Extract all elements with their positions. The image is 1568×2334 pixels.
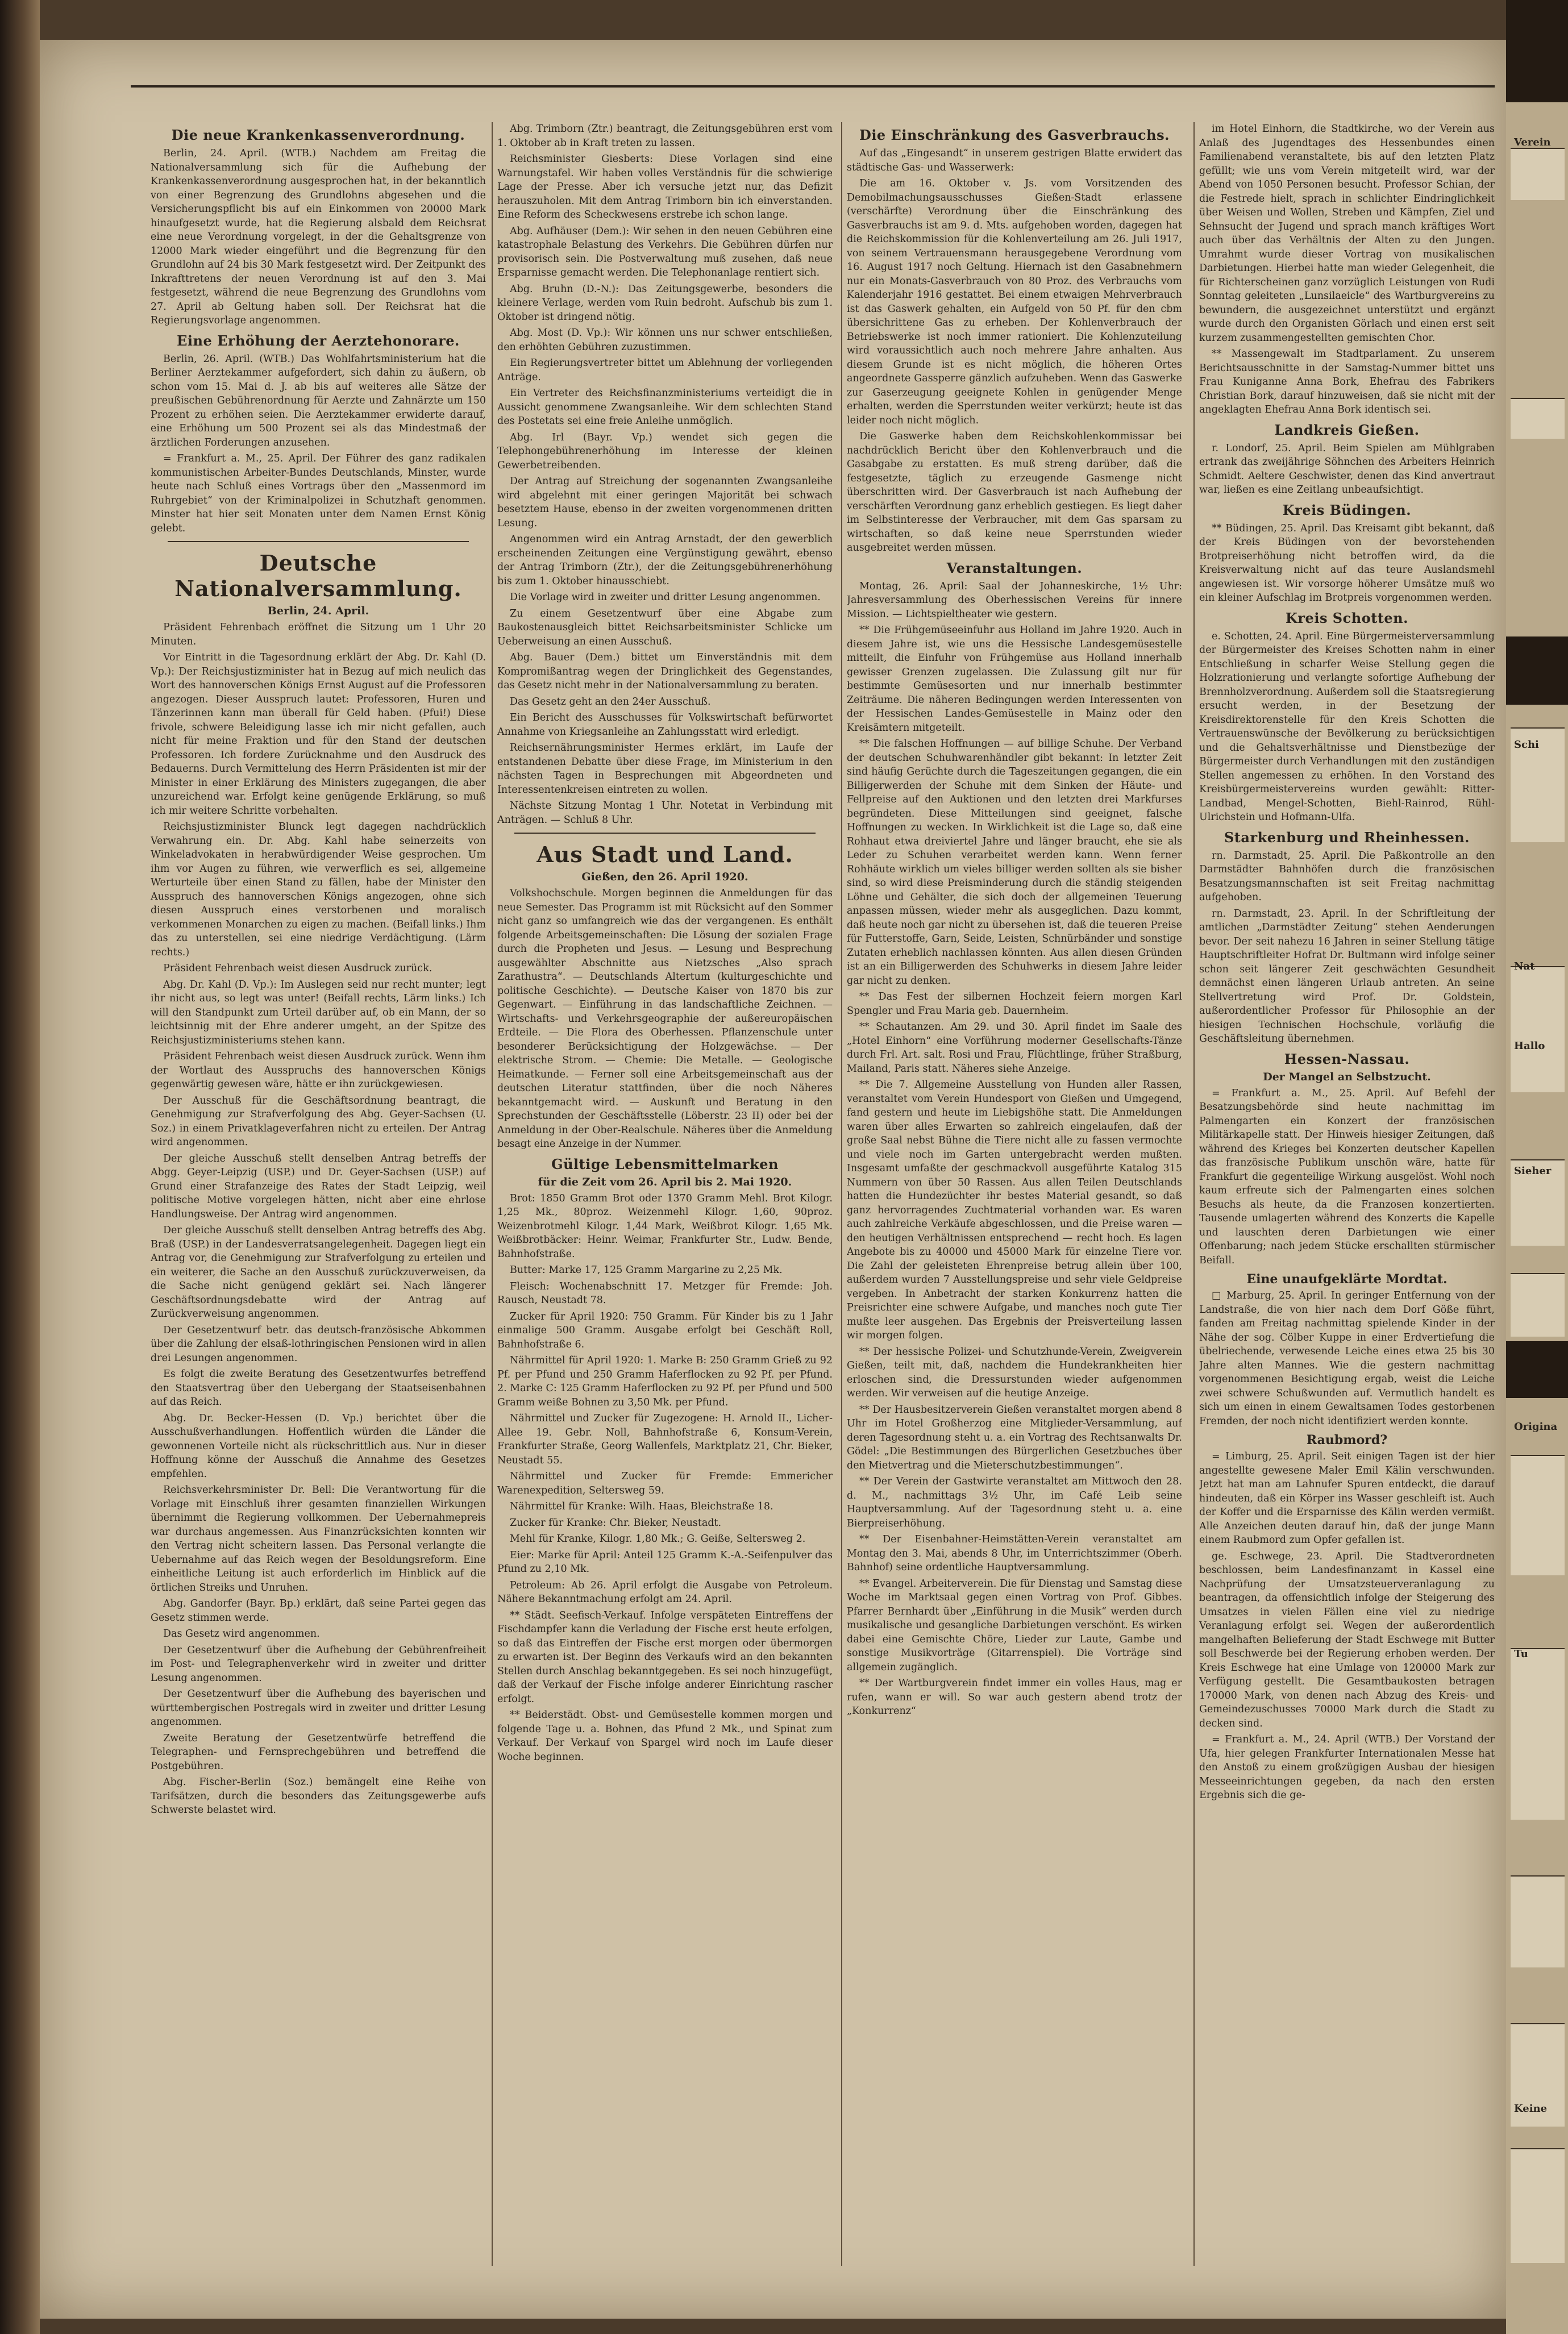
article-paragraph: Fleisch: Wochenabschnitt 17. Metzger für Fremde: Joh. Rausch, Neustadt 78. xyxy=(497,1280,833,1306)
article-heading: Aus Stadt und Land. xyxy=(536,842,793,867)
article-paragraph: Zu einem Gesetzentwurf über eine Abgabe zum Baukostenausgleich bittet Reichsarbeitsminister Schlicke um Ueberweisung an einen Ausschuß. xyxy=(497,608,833,647)
adjacent-page-edge xyxy=(1506,0,1568,2334)
article-paragraph: ** Städt. Seefisch-Verkauf. Infolge verspäteten Eintreffens der Fischdampfer kann die Verladung der Fische erst heute erfolgen, so daß das Eintreffen der Fische erst morgen oder übermorgen zu erwarten ist. Der Beginn des Verkaufs wird an den bekannten Stellen durch Anschlag bekanntgegeben. Es sei noch hinzugefügt, daß der Verkauf der Fische infolge anderer Einrichtung rascher erfolgt. xyxy=(497,1609,833,1705)
article-paragraph: ** Der Verein der Gastwirte veranstaltet am Mittwoch den 28. d. M., nachmittags 3½ Uhr, im Café Leib seine Hauptversammlung. Auf der Tagesordnung steht u. a. eine Bierpreiserhöhung. xyxy=(847,1476,1182,1529)
article xyxy=(1199,122,1495,417)
article-paragraph: Nährmittel und Zucker für Zugezogene: H. Arnold II., Licher-Allee 19. Gebr. Noll, Bahnhofstraße 6, Konsum-Verein, Frankfurter Straße, Georg Wallenfels, Marktplatz 21, Chr. Bieker, Neustadt 55. xyxy=(497,1413,833,1466)
article-heading: Die Einschränkung des Gasverbrauchs. xyxy=(859,127,1170,143)
article-paragraph: Präsident Fehrenbach weist diesen Ausdruck zurück. Wenn ihm der Wortlaut des Ausspruchs des hannoverschen Königs gegenwärtig gewesen wäre, hätte er ihn zurückgewiesen. xyxy=(151,1051,486,1090)
article-paragraph: Montag, 26. April: Saal der Johanneskirche, 1½ Uhr: Jahresversammlung des Oberhessischen Vereins für innere Mission. — Lichtspieltheater wie gestern. xyxy=(847,580,1182,620)
column-divider xyxy=(492,122,493,2266)
article-paragraph: Abg. Trimborn (Ztr.) beantragt, die Zeitungsgebühren erst vom 1. Oktober ab in Kraft treten zu lassen. xyxy=(497,123,833,149)
adjacent-page-block xyxy=(1506,0,1568,102)
article xyxy=(1199,829,1495,1046)
article-paragraph: Reichsjustizminister Blunck legt dagegen nachdrücklich Verwahrung ein. Dr. Abg. Kahl habe seinerzeits von Winkeladvokaten in herabwürdigender Weise gesprochen. Um ihm vor Augen zu führen, wie verwerflich es sei, allgemeine Werturteile über einen Stand zu fällen, habe der Minister den Ausspruch des hannoverschen Königs angezogen, ohne sich diesen Ausspruch eines verstorbenen und moralisch verkommenen Monarchen zu eigen zu machen. (Beifall links.) Ihm das zu unterstellen, sei eine niedrige Verdächtigung. (Lärm rechts.) xyxy=(151,821,486,958)
article-paragraph: Zucker für April 1920: 750 Gramm. Für Kinder bis zu 1 Jahr einmalige 500 Gramm. Ausgabe erfolgt bei Geschäft Roll, Bahnhofstraße 6. xyxy=(497,1310,833,1350)
adjacent-page-block xyxy=(1511,1875,1565,1967)
article-heading: Eine Erhöhung der Aerztehonorare. xyxy=(177,332,460,349)
article-paragraph: ** Die Frühgemüseeinfuhr aus Holland im Jahre 1920. Auch in diesem Jahre ist, wie uns die Hessische Landesgemüsestelle mitteilt, die Einfuhr von Frühgemüse aus Holland innerhalb gewisser Grenzen zugelassen. Die Zulassung gilt nur für bestimmte Gemüsesorten und nur innerhalb bestimmter Zeiträume. Die näheren Bedingungen werden Interessenten von der Hessischen Landes-Gemüsestelle in Mainz oder den Kreisämtern mitgeteilt. xyxy=(847,625,1182,734)
article-heading: Deutsche Nationalversammlung. xyxy=(174,550,462,601)
adjacent-page-fragment: Schi xyxy=(1514,739,1539,751)
article-paragraph: ** Das Fest der silbernen Hochzeit feiern morgen Karl Spengler und Frau Maria geb. Dauernheim. xyxy=(847,991,1182,1017)
adjacent-page-block xyxy=(1511,148,1565,200)
article-paragraph: Die am 16. Oktober v. Js. vom Vorsitzenden des Demobilmachungsausschusses Gießen-Stadt erlassene (verschärfte) Verordnung über die Einschränkung des Gasverbrauchs ist am 9. d. Mts. aufgehoben worden, dagegen hat die Reichskommission für die Kohlenverteilung am 26. Juli 1917, von seinem Vertrauensmann herausgegebene Verordnung vom 16. August 1917 noch Geltung. Hiernach ist den Gasabnehmern nur ein Monats-Gasverbrauch von 80 Proz. des Verbrauchs vom Kalenderjahr 1916 gestattet. Bei einem etwaigen Mehrverbrauch ist das Gaswerk gehalten, ein Aufgeld von 50 Pf. für den cbm übersichrittene Gas zu erheben. Der Kohlenverbrauch der Betriebswerke ist noch immer rationiert. Die Kohlenzuteilung wird voraussichtlich auch noch mehrere Jahre anhalten. Aus diesem Grunde ist es nicht möglich, die höheren Ortes angeordnete Gassperre gänzlich aufzuheben. Wenn das Gaswerke zur Gaserzeugung geeignete Kohlen in genügender Menge erhalten, werden die Sperrstunden weiter verkürzt; heute ist das leider noch nicht möglich. xyxy=(847,178,1182,426)
article-paragraph: Abg. Bruhn (D.-N.): Das Zeitungsgewerbe, besonders die kleinere Verlage, werden vom Ruin bedroht. Aufschub bis zum 1. Oktober ist dringend nötig. xyxy=(497,283,833,323)
subheading: für die Zeit vom 26. April bis 2. Mai 1920. xyxy=(538,1175,792,1188)
article-heading: Starkenburg und Rheinhessen. xyxy=(1224,829,1470,846)
article-paragraph: Präsident Fehrenbach eröffnet die Sitzung um 1 Uhr 20 Minuten. xyxy=(151,622,486,647)
article-paragraph: im Hotel Einhorn, die Stadtkirche, wo der Verein aus Anlaß des Jugendtages des Hessenbundes einen Familienabend veranstaltete, bis auf den letzten Platz gefüllt; wie uns vom Verein mitgeteilt wird, war der Abend von 1050 Personen besucht. Professor Schian, der die Festrede hielt, sprach in schlichter Eindringlichkeit über Weisen und Wollen, Streben und Kämpfen, Ziel und Sehnsucht der Jugend und sprach manch kräftiges Wort auch über das Verhältnis der Alten zu den Jungen. Umrahmt wurde dieser Vortrag von musikalischen Darbietungen. Hierbei hatte man wieder Gelegenheit, die für Richterscheinen ganz vorzüglich Leistungen von Rudi Sonntag geleiteten „Lunsilaeicle“ des Wartburgvereins zu bewundern, die ausgezeichnet unterstützt und ergänzt wurde durch den Organisten Görlach und einen erst seit kurzem zusammengestellten gemischten Chor. xyxy=(1199,123,1495,344)
article-paragraph: Es folgt die zweite Beratung des Gesetzentwurfes betreffend den Staatsvertrag über den Uebergang der Staatseisenbahnen auf das Reich. xyxy=(151,1368,486,1408)
article-paragraph: Reichsverkehrsminister Dr. Bell: Die Verantwortung für die Vorlage mit Einschluß ihrer gesamten finanziellen Wirkungen übernimmt die Regierung vollkommen. Der Uebernahmepreis war durchaus angemessen. Aus Finanzrücksichten konnten wir den Vertrag nicht scheitern lassen. Das Personal verlangte die Uebernahme auf das Reich wegen der Besoldungsreform. Eine einheitliche Leitung ist auch erforderlich im Hinblick auf die örtlichen Streiks und Unruhen. xyxy=(151,1484,486,1594)
article-paragraph: Ein Regierungsvertreter bittet um Ablehnung der vorliegenden Anträge. xyxy=(497,357,833,383)
adjacent-page-block xyxy=(1506,1341,1568,1398)
article-heading: Kreis Schotten. xyxy=(1286,609,1408,626)
article xyxy=(151,452,486,535)
dateline: Gießen, den 26. April 1920. xyxy=(581,871,748,883)
article-heading: Veranstaltungen. xyxy=(946,559,1083,576)
article-heading: Hessen-Nassau. xyxy=(1284,1050,1410,1067)
dateline: Berlin, 24. April. xyxy=(267,605,369,617)
adjacent-page-fragment: Keine xyxy=(1514,2103,1548,2115)
article-paragraph: Der Gesetzentwurf über die Aufhebung der Gebührenfreiheit im Post- und Telegraphenverkehr wird in zweiter und dritter Lesung angenommen. xyxy=(151,1644,486,1684)
adjacent-page-block xyxy=(1511,1273,1565,1337)
article-subheading: Eine unaufgeklärte Mordtat. xyxy=(1246,1272,1448,1287)
article xyxy=(497,833,833,1151)
article-paragraph: e. Schotten, 24. April. Eine Bürgermeisterversammlung der Bürgermeister des Kreises Schotten nahm in einer Entschließung in scharfer Weise Stellung gegen die Holzrationierung und verlangte sofortige Aufhebung der Brennholzverordnung. Außerdem soll die Staatsregierung ersucht werden, in der Besetzung der Kreisdirektorenstelle für den Kreis Schotten die Vertrauenswünsche der Bevölkerung zu berücksichtigen und die Gehaltsverhältnisse und Dienstbezüge der Bürgermeister durch Verhandlungen mit den zuständigen Stellen angemessen zu erhöhen. In den Vorstand des Kreisbürgermeistervereins wurden gewählt: Ritter-Landbad, Mengel-Schotten, Biehl-Rainrod, Rühl-Ulrichstein und Hofmann-Ulfa. xyxy=(1199,630,1495,823)
article-paragraph: Butter: Marke 17, 125 Gramm Margarine zu 2,25 Mk. xyxy=(510,1264,783,1276)
article-paragraph: Abg. Dr. Kahl (D. Vp.): Im Auslegen seid nur recht munter; legt ihr nicht aus, so legt was unter! (Beifall rechts, Lärm links.) Ich will den Standpunkt zum Urteil darüber auf, ob ein Mann, der so leichtsinnig mit der Ehre anderer umgeht, an der Spitze des Reichsjustizministeriums stehen kann. xyxy=(151,979,486,1046)
article xyxy=(497,122,833,827)
article-heading: Die neue Krankenkassenverordnung. xyxy=(171,127,465,143)
article-paragraph: Nährmittel und Zucker für Fremde: Emmericher Warenexpedition, Seltersweg 59. xyxy=(497,1471,833,1496)
article xyxy=(1199,502,1495,605)
article-paragraph: Der gleiche Ausschuß stellt denselben Antrag betreffs der Abgg. Geyer-Leipzig (USP.) und Dr. Geyer-Sachsen (USP.) auf Grund einer Strafanzeige des Rates der Stadt Leipzig, weil politische Motive vorgelegen hätten, nicht aber eine ehrlose Handlungsweise. Der Antrag wird angenommen. xyxy=(151,1153,486,1220)
column-divider xyxy=(841,122,842,2266)
article-paragraph: Angenommen wird ein Antrag Arnstadt, der den gewerblich erscheinenden Zeitungen eine Vergünstigung gewährt, ebenso der Antrag Trimborn (Ztr.), der die Zeitungsgebührenerhöhung bis zum 1. Oktober hinausschiebt. xyxy=(497,534,833,587)
adjacent-page-fragment: Sieher xyxy=(1514,1165,1552,1177)
adjacent-page-block xyxy=(1511,398,1565,439)
article xyxy=(497,1156,833,1765)
top-rule xyxy=(131,85,1495,88)
article-paragraph: Der gleiche Ausschuß stellt denselben Antrag betreffs des Abg. Braß (USP.) in der Landesverratsangelegenheit. Dagegen liegt ein Antrag vor, die Genehmigung zur Strafverfolgung zu erteilen und ein weiterer, die Sache an den Ausschuß zurückzuverweisen, da die Sache nicht genügend geklärt sei. Nach längerer Geschäftsordnungsdebatte wird der Antrag auf Zurückverweisung angenommen. xyxy=(151,1225,486,1320)
article-paragraph: Abg. Most (D. Vp.): Wir können uns nur schwer entschließen, den erhöhten Gebühren zuzustimmen. xyxy=(497,327,833,353)
column-1 xyxy=(151,122,486,2266)
article xyxy=(151,332,486,450)
article-paragraph: Der Gesetzentwurf über die Aufhebung des bayerischen und württembergischen Postregals wird in zweiter und dritter Lesung angenommen. xyxy=(151,1688,486,1728)
article-paragraph: Auf das „Eingesandt“ in unserem gestrigen Blatte erwidert das städtische Gas- und Wasserwerk: xyxy=(847,148,1182,173)
section-rule xyxy=(168,541,469,542)
adjacent-page-block xyxy=(1511,1455,1565,1575)
article-paragraph: Volkshochschule. Morgen beginnen die Anmeldungen für das neue Semester. Das Programm ist mit Rücksicht auf den Sommer nicht ganz so umfangreich wie das der vergangenen. Es enthält folgende Arbeitsgemeinschaften: Die Lösung der sozialen Frage durch die Propheten und Jesus. — Lesung und Besprechung ausgewählter Abschnitte aus Nietzsches „Also sprach Zarathustra“. — Deutschlands Altertum (kulturgeschichte und politische Geschichte). — Deutsche Kaiser von 1870 bis zur Gegenwart. — Einführung in das landschaftliche Zeichnen. — Wirtschafts- und Verkehrsgeographie der außereuropäischen Erdteile. — Die Flora des Oberhessen. Pflanzenschule unter besonderer Berücksichtigung der Holzgewächse. — Der elektrische Strom. — Chemie: Die Metalle. — Geologische Heimatkunde. — Ferner soll eine Arbeitsgemeinschaft aus der deutschen Literatur stattfinden, über die noch Näheres bekanntgemacht wird. — Auskunft und Beratung in den Sprechstunden der Geschäftsstelle (Löberstr. 23 II) oder bei der Anmeldung in der Ober-Realschule. Näheres über die Anmeldung besagt eine Anzeige in der Nummer. xyxy=(497,888,833,1150)
adjacent-page-fragment: Tu xyxy=(1514,1648,1528,1660)
article-paragraph: Nächste Sitzung Montag 1 Uhr. Notetat in Verbindung mit Anträgen. — Schluß 8 Uhr. xyxy=(497,800,833,826)
article-paragraph: □ Marburg, 25. April. In geringer Entfernung von der Landstraße, die von hier nach dem Dorf Göße führt, fanden am Freitag nachmittag spielende Kinder in der Nähe der sog. Cölber Kuppe in einer Erdvertiefung die übelriechende, verwesende Leiche eines etwa 25 bis 30 Jahre alten Mannes. Wie die gestern nachmittag vorgenommenen Besichtigung ergab, weist die Leiche zwei schwere Schußwunden auf. Vermutlich handelt es sich um einen in einem Gewaltsamen Todes gestorbenen Fremden, der noch nicht identifiziert werden konnte. xyxy=(1199,1290,1495,1427)
article xyxy=(847,560,1182,1719)
article-paragraph: = Limburg, 25. April. Seit einigen Tagen ist der hier angestellte gewesene Maler Emil Kälin verschwunden. Jetzt hat man am Lahnufer Spuren entdeckt, die darauf hindeuten, daß ein Körper ins Wasser geschleift ist. Auch der Koffer und die Ersparnisse des Kälin werden vermißt. Alle Anzeichen deuten darauf hin, daß der junge Mann einem Raubmord zum Opfer gefallen ist. xyxy=(1199,1451,1495,1546)
article-paragraph: Ein Bericht des Ausschusses für Volkswirtschaft befürwortet Annahme von Kriegsanleihe an Zahlungsstatt wird erledigt. xyxy=(497,712,833,738)
article-paragraph: Petroleum: Ab 26. April erfolgt die Ausgabe von Petroleum. Nähere Bekanntmachung erfolgt am 24. April. xyxy=(497,1579,833,1605)
article-paragraph: = Frankfurt a. M., 25. April. Auf Befehl der Besatzungsbehörde sind heute nachmittag im Palmengarten ein Konzert der französischen Militärkapelle statt. Der Hinweis hiesiger Zeitungen, daß während des Krieges bei Konzerten deutscher Kapellen das französische Publikum unschön wäre, hatte für Frankfurt die gegenteilige Wirkung ausgelöst. Wohl noch kaum erfreute sich der Palmengarten eines solchen Besuchs als heute, da die Franzosen konzertierten. Tausende umlagerten während des Konzerts die Kapelle und lauschten deren Darbietungen wie einer Offenbarung; nach jedem Stücke erschallten stürmischer Beifall. xyxy=(1199,1087,1495,1266)
article xyxy=(151,127,486,328)
article-paragraph: = Frankfurt a. M., 24. April (WTB.) Der Vorstand der Ufa, hier gelegen Frankfurter Internationalen Messe hat den Anstoß zu einem großzügigen Ausbau der hiesigen Messeeinrichtungen gegeben, da nach den ersten Ergebnis sich die ge- xyxy=(1199,1734,1495,1801)
article-paragraph: r. Londorf, 25. April. Beim Spielen am Mühlgraben ertrank das zweijährige Söhnchen des Arbeiters Heinrich Schmidt. Aeltere Geschwister, denen das Kind anvertraut war, ließen es eine Zeitlang unbeaufsichtigt. xyxy=(1199,442,1495,496)
column-3 xyxy=(847,122,1182,2266)
article-paragraph: Abg. Bauer (Dem.) bittet um Einverständnis mit dem Kompromißantrag wegen der Dringlichkeit des Gegenstandes, das Gesetz nicht mehr in der Nationalversammlung zu beraten. xyxy=(497,652,833,691)
adjacent-page-block xyxy=(1511,966,1565,1092)
article-paragraph: Der Gesetzentwurf betr. das deutsch-französische Abkommen über die Zahlung der elsaß-lothringischen Pensionen wird in allen drei Lesungen angenommen. xyxy=(151,1324,486,1364)
adjacent-page-fragment: Origina xyxy=(1514,1421,1558,1433)
article-paragraph: ** Der Wartburgverein findet immer ein volles Haus, mag er rufen, wann er will. So war auch gestern abend trotz der „Konkurrenz“ xyxy=(847,1678,1182,1717)
article-paragraph: Nährmittel für April 1920: 1. Marke B: 250 Gramm Grieß zu 92 Pf. per Pfund und 250 Gramm Haferflocken zu 92 Pf. per Pfund. 2. Marke C: 125 Gramm Haferflocken zu 92 Pf. per Pfund und 500 Gramm weiße Bohnen zu 3,50 Mk. per Pfund. xyxy=(497,1355,833,1408)
adjacent-page-fragment: Verein xyxy=(1514,136,1551,148)
article-paragraph: Der Antrag auf Streichung der sogenannten Zwangsanleihe wird abgelehnt mit einer geringen Majorität bei schwach besetztem Hause, ebenso in der zweiten vorgenommenen dritten Lesung. xyxy=(497,476,833,529)
article-paragraph: Abg. Irl (Bayr. Vp.) wendet sich gegen die Telephongebührenerhöhung im Interesse der kleinen Gewerbetreibenden. xyxy=(497,431,833,471)
article-heading: Kreis Büdingen. xyxy=(1282,501,1412,518)
section-rule xyxy=(514,833,816,834)
article-paragraph: Reichsminister Giesberts: Diese Vorlagen sind eine Warnungstafel. Wir haben volles Verständnis für die schwierige Lage der Presse. Aber ich versuche jetzt nur, das Defizit herauszuholen. Mit dem Antrag Trimborn bin ich einverstanden. Eine Reform des Scheckwesens erstrebe ich schon lange. xyxy=(497,153,833,220)
column-divider xyxy=(1193,122,1195,2266)
article-paragraph: ge. Eschwege, 23. April. Die Stadtverordneten beschlossen, beim Landesfinanzamt in Kassel eine Nachprüfung der Umsatzsteuerveranlagung zu beantragen, da offensichtlich infolge der Steigerung des Umsatzes in vielen Fällen eine viel zu niedrige Veranlagung erfolgt sei. Wegen der außerordentlich mangelhaften Belieferung der Stadt Eschwege mit Butter soll Beschwerde bei der Regierung erhoben werden. Der Kreis Eschwege hat eine Umlage von 120000 Mark zur Verfügung gestellt. Die Gesamtbaukosten betragen 170000 Mark, von denen nach Abzug des Kreis- und Gemeindezuschusses 70000 Mark durch die Stadt zu decken sind. xyxy=(1199,1550,1495,1729)
article-paragraph: Ein Vertreter des Reichsfinanzministeriums verteidigt die in Aussicht genommene Zwangsanleihe. Wir dem schlechten Stand des Postetats sei eine freie Anleihe unmöglich. xyxy=(497,388,833,427)
article-paragraph: ** Die 7. Allgemeine Ausstellung von Hunden aller Rassen, veranstaltet vom Verein Hundesport von Gießen und Umgegend, fand gestern und heute im Liebigshöhe statt. Die Anmeldungen waren über alles Erwarten so zahlreich eingelaufen, daß der große Saal nebst Bühne die Tiere nicht alle zu fassen vermochte und viele noch im Garten untergebracht werden mußten. Insgesamt umfaßte der geschmackvoll ausgeführte Katalog 315 Nummern von über 50 Rassen. Aus allen Teilen Deutschlands hatten die Hundezüchter ihr bestes Material gesandt, so daß ganz hervorragendes Zuchtmaterial vorhanden war. Es waren auch zahlreiche Verkäufe abgeschlossen, und die Preise waren — den heutigen Verhältnissen entsprechend — recht hoch. Es lagen Angebote bis zu 40000 und 45000 Mark für einzelne Tiere vor. Die Zahl der geleisteten Ehrenpreise betrug allein über 100, außerdem wurden 7 Ausstellungspreise und sehr viele Geldpreise vergeben. In Anbetracht der starken Konkurrenz hatten die Preisrichter eine schwere Aufgabe, und manches noch gute Tier mußte leer ausgehen. Das Ergebnis der Preisverteilung lassen wir morgen folgen. xyxy=(847,1079,1182,1341)
article-paragraph: ** Der Eisenbahner-Heimstätten-Verein veranstaltet am Montag den 3. Mai, abends 8 Uhr, im Unterrichtszimmer (Oberh. Bahnhof) seine ordentliche Hauptversammlung. xyxy=(847,1534,1182,1573)
article xyxy=(1199,610,1495,825)
adjacent-page-block xyxy=(1511,2148,1565,2263)
article-paragraph: Abg. Dr. Becker-Hessen (D. Vp.) berichtet über die Ausschußverhandlungen. Hoffentlich würden die Länder die gewonnenen Vorteile nicht als rückschrittlich aus. Nur in dieser Hoffnung könne der Ausschuß die Annahme des Gesetzes empfehlen. xyxy=(151,1412,486,1480)
article-paragraph: Zucker für Kranke: Chr. Bieker, Neustadt. xyxy=(510,1517,722,1529)
article-paragraph: ** Schautanzen. Am 29. und 30. April findet im Saale des „Hotel Einhorn“ eine Vorführung moderner Gesellschafts-Tänze durch Frl. Art. salt. Rosi und Frau, Flüchtlinge, früher Straßburg, Mailand, Paris statt. Näheres siehe Anzeige. xyxy=(847,1021,1182,1075)
article-paragraph: Das Gesetz wird angenommen. xyxy=(163,1628,320,1640)
column-4 xyxy=(1199,122,1495,2266)
article-paragraph: Mehl für Kranke, Kilogr. 1,80 Mk.; G. Geiße, Seltersweg 2. xyxy=(510,1533,806,1545)
article-paragraph: Berlin, 24. April. (WTB.) Nachdem am Freitag die Nationalversammlung sich für die Aufhebung der Krankenkassenverordnung ausgesprochen hat, in der bekanntlich von einer Begrenzung des Grundlohns abgesehen und die Versicherungspflicht bis auf ein Einkommen von 20000 Mark hinaufgesetzt wurde, hat die Regierung alsbald dem Reichsrat eine neue Verordnung vorgelegt, in der die Gehaltsgrenze von 12000 Mark wieder eingeführt und die Begrenzung für den Grundlohn auf 24 bis 30 Mark festgesetzt wird. Der Zeitpunkt des Inkrafttretens der neuen Verordnung ist auf den 3. Mai festgesetzt, während die neue Begrenzung des Grundlohns vom 27. April ab Geltung haben soll. Der Reichsrat hat die Regierungsvorlage angenommen. xyxy=(151,148,486,326)
adjacent-page-fragment: Nat xyxy=(1514,960,1535,972)
article-paragraph: ** Evangel. Arbeiterverein. Die für Dienstag und Samstag diese Woche im Marktsaal gegen einen Vortrag von Prof. Gibbes. Pfarrer Bernhardt über „Einführung in die Musik“ werden durch musikalische und gesangliche Darbietungen verschönt. Es wirken dabei eine Gemischte Chöre, Lieder zur Laute, Gambe und sonstige Musikvorträge (Gitarrenspiel). Die Vorträge sind allgemein zugänglich. xyxy=(847,1578,1182,1673)
book-binding xyxy=(0,0,40,2334)
article-paragraph: Reichsernährungsminister Hermes erklärt, im Laufe der entstandenen Debatte über diese Frage, im Ministerium in den nächsten Tagen in Besprechungen mit Abgeordneten und Interessentenkreisen eintreten zu wollen. xyxy=(497,742,833,796)
article-paragraph: Vor Eintritt in die Tagesordnung erklärt der Abg. Dr. Kahl (D. Vp.): Der Reichsjustizminister hat in Bezug auf mich neulich das Wort des hannoverschen Königs Ernst August auf die Professoren angezogen. Dieser Ausspruch lautet: Professoren, Huren und Tänzerinnen kann man überall für Geld haben. (Pfui!) Diese frivole, schwere Beleidigung lasse ich mir nicht gefallen, auch nicht für meine Fraktion und für den Stand der deutschen Professoren. Ich fordere Zurücknahme und den Ausdruck des Bedauerns. Durch Vermittelung des Herrn Präsidenten ist mir der Minister in einer Erklärung des Ministers zugegangen, die aber unzureichend war. Erfolgt keine genügende Erklärung, so muß ich mir weitere Schritte vorbehalten. xyxy=(151,652,486,817)
adjacent-page-fragment: Hallo xyxy=(1514,1040,1545,1052)
article-paragraph: Eier: Marke für April: Anteil 125 Gramm K.-A.-Seifenpulver das Pfund zu 2,10 Mk. xyxy=(497,1549,833,1575)
column-2 xyxy=(497,122,833,2266)
adjacent-page-block xyxy=(1511,1648,1565,1820)
subheading: Der Mangel an Selbstzucht. xyxy=(1263,1070,1431,1083)
article-paragraph: = Frankfurt a. M., 25. April. Der Führer des ganz radikalen kommunistischen Arbeiter-Bundes Deutschlands, Minster, wurde heute nach Schluß eines Vortrags über den „Massenmord im Ruhrgebiet“ von der Kriminalpolizei in Schutzhaft genommen. Minster hat hier seit Monaten unter dem Namen Ernst König gelebt. xyxy=(151,453,486,534)
article-heading: Landkreis Gießen. xyxy=(1274,421,1420,438)
article-paragraph: rn. Darmstadt, 23. April. In der Schriftleitung der amtlichen „Darmstädter Zeitung“ stehen Aenderungen bevor. Der seit nahezu 16 Jahren in seiner Stellung tätige Hauptschriftleiter Hofrat Dr. Bultmann wird infolge seiner schon seit längerer Zeit geschwächten Gesundheit demnächst einen längeren Urlaub antreten. An seine Stellvertretung wird Prof. Dr. Goldstein, außerordentlicher Professor für Philosophie an der hiesigen Technischen Hochschule, vorläufig die Geschäftsleitung übernehmen. xyxy=(1199,908,1495,1045)
article-paragraph: ** Beiderstädt. Obst- und Gemüsestelle kommen morgen und folgende Tage u. a. Bohnen, das Pfund 2 Mk., und Spinat zum Verkauf. Der Verkauf von Spargel wird noch im Laufe dieser Woche beginnen. xyxy=(497,1709,833,1763)
article-paragraph: Präsident Fehrenbach weist diesen Ausdruck zurück. xyxy=(163,963,432,974)
article xyxy=(151,541,486,1817)
article-paragraph: ** Die falschen Hoffnungen — auf billige Schuhe. Der Verband der deutschen Schuhwarenhändler gibt bekannt: In letzter Zeit sind häufig Gerüchte durch die Tageszeitungen gegangen, die ein Billigerwerden der Schuhe mit dem Sinken der Häute- und Fellpreise auf den Auktionen und den letzten drei Markfurses begründeten. Diese Mitteilungen sind geeignet, falsche Hoffnungen zu wecken. In Wirklichkeit ist die Lage so, daß eine Rohhaut etwa dreiviertel Jahre und länger braucht, ehe sie als Leder zu Schuhen verarbeitet werden kann. Wenn ferner Rohhäute wirklich um vieles billiger werden sollten als sie bisher sind, so wird diese Preisminderung durch die ständig steigenden Löhne und Gehälter, die sich doch der allgemeinen Teuerung anpassen müssen, wieder mehr als ausgeglichen. Dazu kommt, daß heute noch gar nicht zu übersehen ist, daß die teueren Preise für Futterstoffe, Garn, Seide, Leisten, Schnürbänder und sonstige Zutaten erheblich nachlassen könnten. Aus allen diesen Gründen ist an ein Billigerwerden des Schuhwerks in diesem Jahre leider gar nicht zu denken. xyxy=(847,738,1182,987)
article-paragraph: Die Gaswerke haben dem Reichskohlenkommissar bei nachdrücklich Bericht über den Kohlenverbrauch und die Gasabgabe zu erstatten. Es muß streng darüber, daß die festgesetzte, täglich zu erzeugende Gasmenge nicht überschritten wird. Der Gasverbrauch ist nach Aufhebung der verschärften Verordnung ganz erheblich gestiegen. Es liegt daher im Selbstinteresse der Verbraucher, mit dem Gas sparsam zu wirtschaften, so daß keine neue Sperrstunden wieder ausgebreitet werden müssen. xyxy=(847,431,1182,554)
article-paragraph: ** Der hessische Polizei- und Schutzhunde-Verein, Zweigverein Gießen, teilt mit, daß, nachdem die Hundekrankheiten hier erloschen sind, die Dressurstunden wieder aufgenommen werden. Wir verweisen auf die heutige Anzeige. xyxy=(847,1346,1182,1399)
article-paragraph: Zweite Beratung der Gesetzentwürfe betreffend die Telegraphen- und Fernsprechgebühren und betreffend die Postgebühren. xyxy=(151,1732,486,1772)
article xyxy=(847,127,1182,555)
article-paragraph: Nährmittel für Kranke: Wilh. Haas, Bleichstraße 18. xyxy=(510,1501,773,1512)
article-paragraph: Die Vorlage wird in zweiter und dritter Lesung angenommen. xyxy=(510,592,821,603)
article-paragraph: Der Ausschuß für die Geschäftsordnung beantragt, die Genehmigung zur Strafverfolgung des Abg. Geyer-Sachsen (U. Soz.) in einem Privatklageverfahren nicht zu erteilen. Der Antrag wird angenommen. xyxy=(151,1095,486,1148)
article-paragraph: Berlin, 26. April. (WTB.) Das Wohlfahrtsministerium hat die Berliner Aerztekammer aufgefordert, sich dahin zu äußern, ob schon vom 15. Mai d. J. ab bis auf weiteres alle Sätze der preußischen Gebührenordnung für Aerzte und Zahnärzte um 150 Prozent zu erhöhen seien. Die Aerztekammer erwiderte darauf, eine Erhöhung um 500 Prozent sei als das Mindestmaß der ärztlichen Forderungen anzusehen. xyxy=(151,353,486,448)
article-paragraph: ** Der Hausbesitzerverein Gießen veranstaltet morgen abend 8 Uhr im Hotel Großherzog eine Mitglieder-Versammlung, auf deren Tagesordnung steht u. a. ein Vortrag des Rechtsanwalts Dr. Gödel: „Die Bestimmungen des Bürgerlichen Gesetzbuches über den Mietvertrag und die Mieterschutzbestimmungen“. xyxy=(847,1404,1182,1471)
article-heading: Gültige Lebensmittelmarken xyxy=(551,1155,779,1172)
article-paragraph: Abg. Fischer-Berlin (Soz.) bemängelt eine Reihe von Tarifsätzen, durch die besonders das Zeitungsgewerbe aufs Schwerste belastet wird. xyxy=(151,1776,486,1816)
article-paragraph: Das Gesetz geht an den 24er Ausschuß. xyxy=(510,696,711,708)
article-paragraph: ** Büdingen, 25. April. Das Kreisamt gibt bekannt, daß der Kreis Büdingen von der bevorstehenden Brotpreiserhöhung nicht betroffen wird, da die Kreisverwaltung nicht auf das teure Auslandsmehl angewiesen ist. Wir vorsorge höherer Umsätze muß wo ein kleiner Aufschlag im Brotpreis vorgenommen werden. xyxy=(1199,522,1495,604)
article-subheading: Raubmord? xyxy=(1306,1433,1388,1447)
article-paragraph: Abg. Gandorfer (Bayr. Bp.) erklärt, daß seine Partei gegen das Gesetz stimmen werde. xyxy=(151,1598,486,1624)
article-paragraph: Abg. Aufhäuser (Dem.): Wir sehen in den neuen Gebühren eine katastrophale Belastung des Verkehrs. Die Gebühren dürfen nur provisorisch sein. Die Postverwaltung muß zusehen, daß neue Ersparnisse gemacht werden. Die Telephonanlage rentiert sich. xyxy=(497,225,833,278)
article-paragraph: rn. Darmstadt, 25. April. Die Paßkontrolle an den Darmstädter Bahnhöfen durch die französischen Besatzungsmannschaften ist seit Freitag nachmittag aufgehoben. xyxy=(1199,850,1495,903)
adjacent-page-block xyxy=(1506,636,1568,705)
article-paragraph: Brot: 1850 Gramm Brot oder 1370 Gramm Mehl. Brot Kilogr. 1,25 Mk., 80proz. Weizenmehl Kilogr. 1,60, 90proz. Weizenbrotmehl Kilogr. 1,44 Mark, Weißbrot Kilogr. 1,65 Mk. Weißbrotbäcker: Heinr. Weimar, Frankfurter Str., Ludw. Bende, Bahnhofstraße. xyxy=(497,1192,833,1260)
article xyxy=(1199,422,1495,497)
article-paragraph: ** Massengewalt im Stadtparlament. Zu unserem Berichtsausschnitte in der Samstag-Nummer bittet uns Frau Kuniganne Anna Bork, Ehefrau des Fabrikers Christian Bork, darauf hinzuweisen, daß sie nicht mit der angeklagten Ehefrau Anna Bork identisch sei. xyxy=(1199,348,1495,415)
article xyxy=(1199,1051,1495,1803)
